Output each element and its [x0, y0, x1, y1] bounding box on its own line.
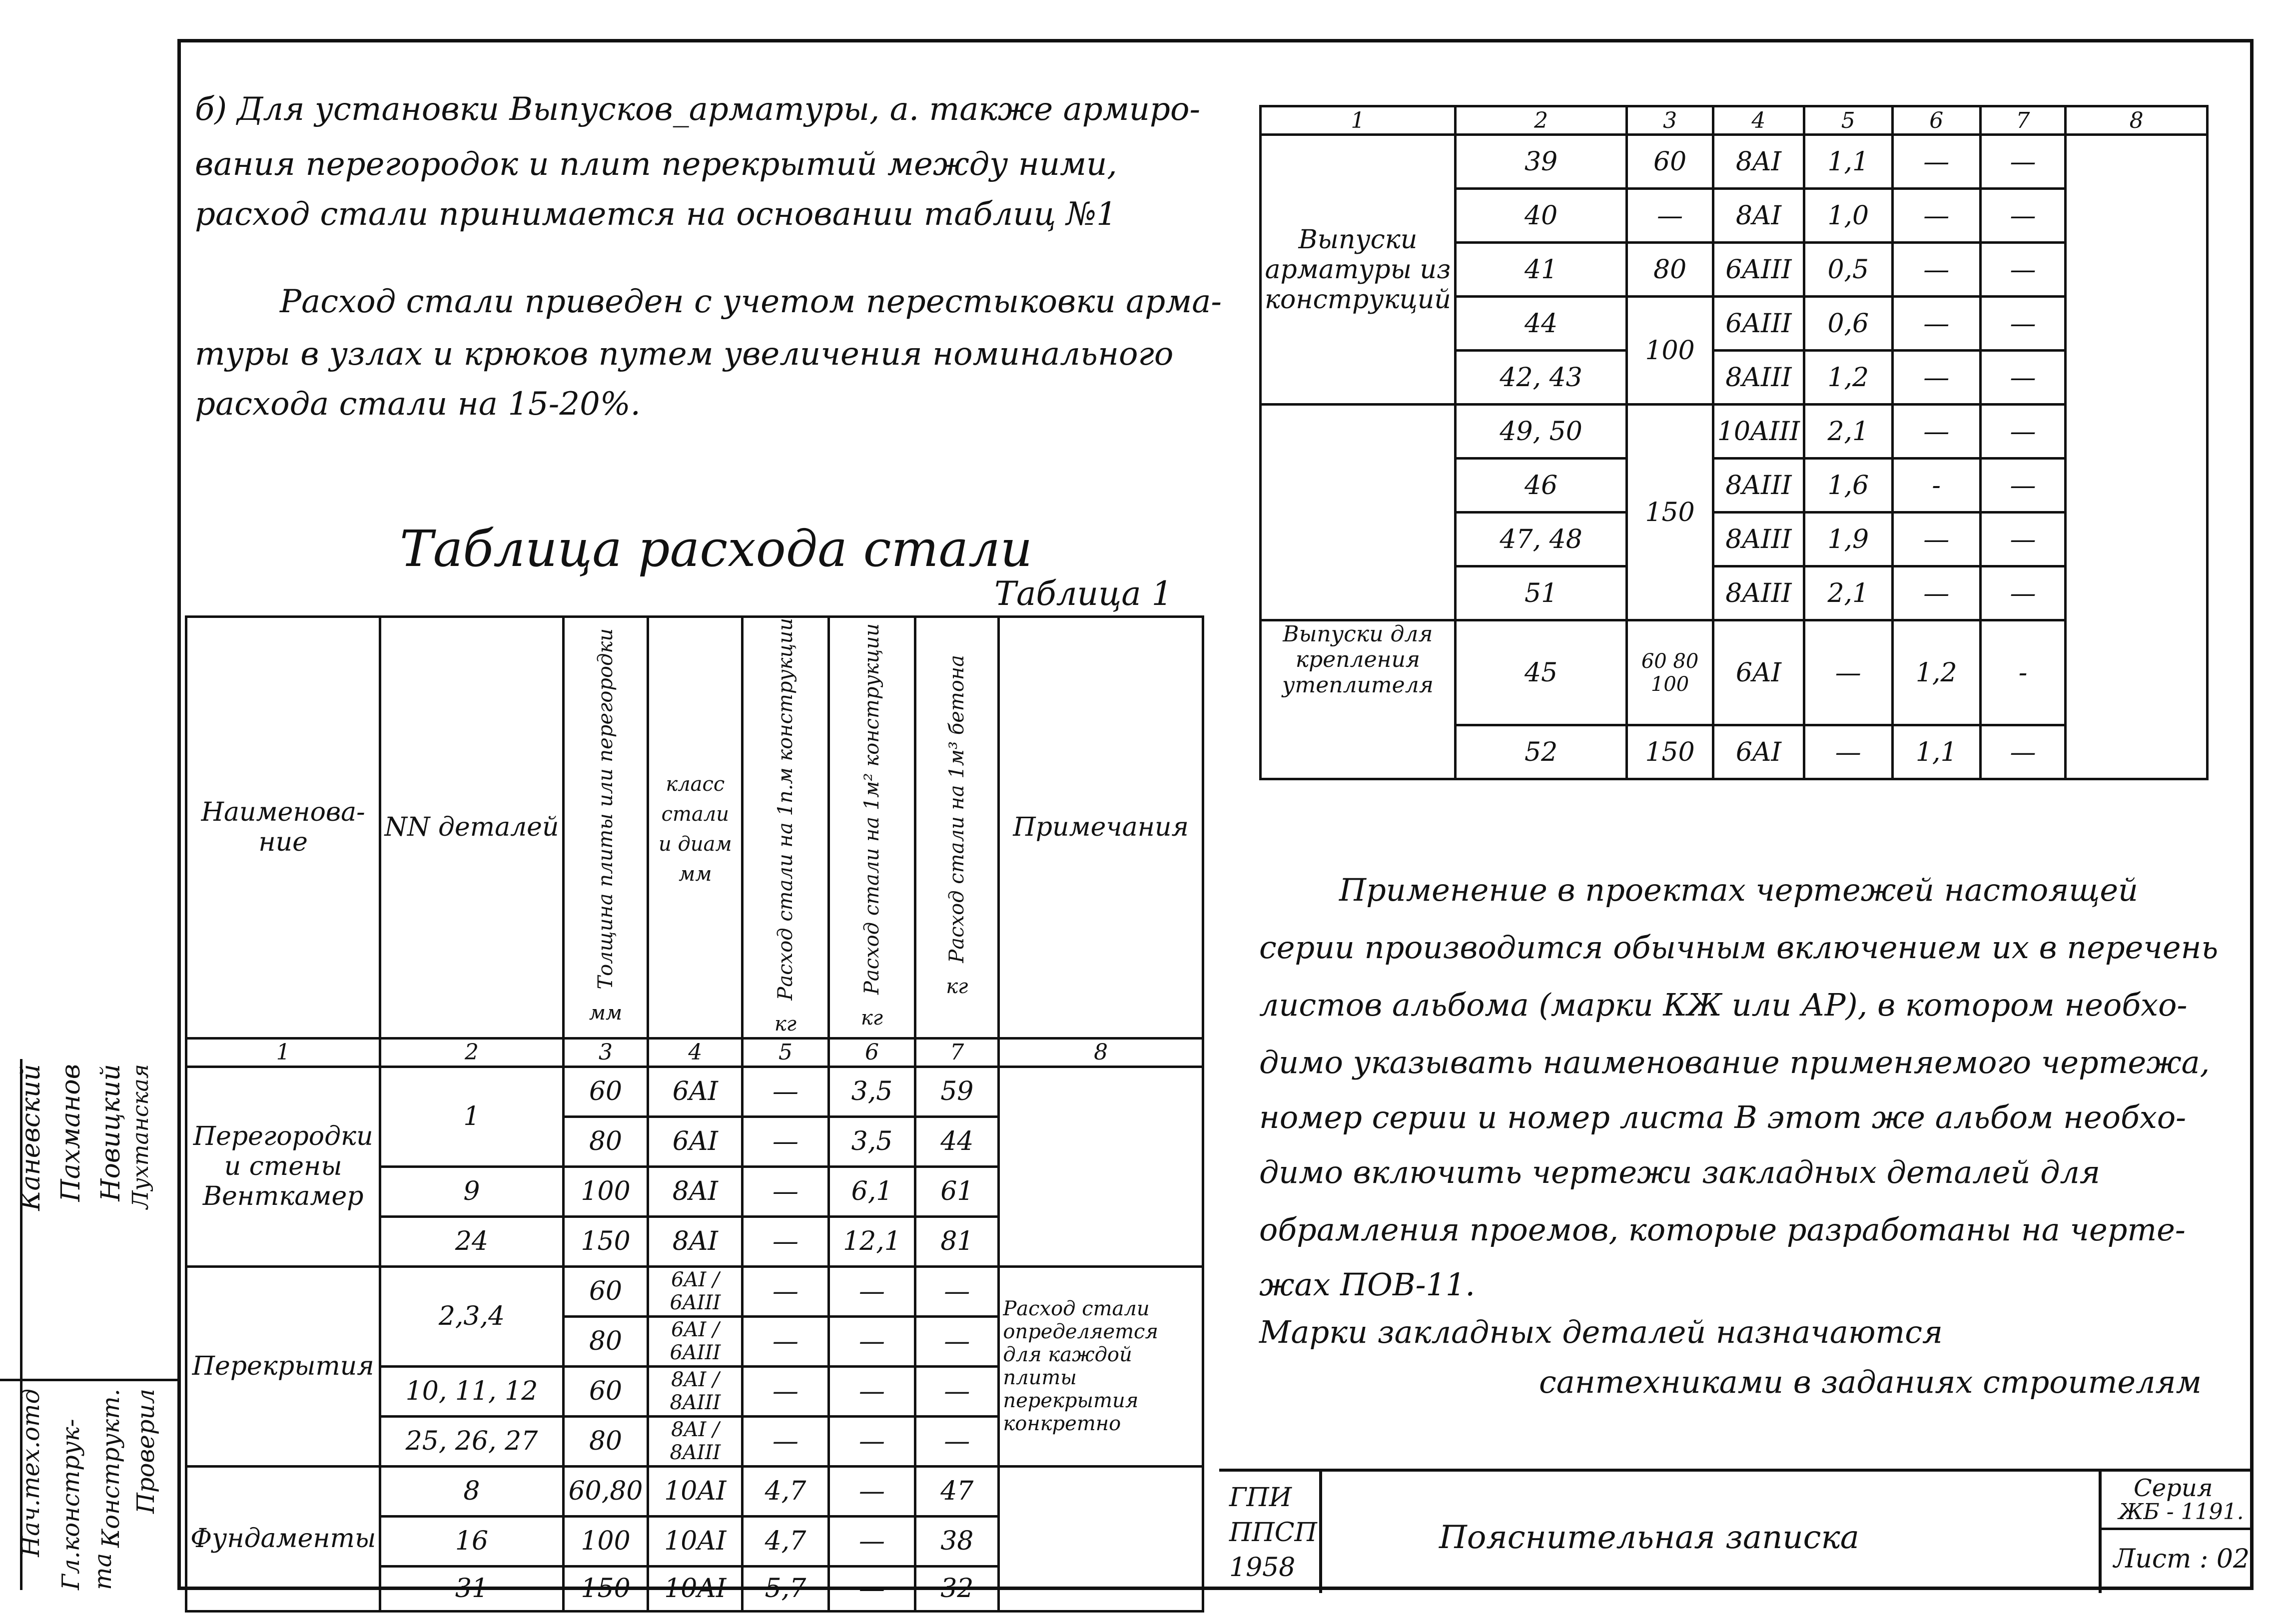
cell-m3: 38 — [915, 1516, 999, 1566]
col-num: 1 — [1261, 106, 1456, 135]
cell-m2: — — [828, 1466, 915, 1516]
cell-c: — — [1980, 297, 2065, 351]
col-num: 6 — [828, 1038, 915, 1067]
col-num: 4 — [1713, 106, 1804, 135]
col-num: 5 — [743, 1038, 828, 1067]
org-line-1: ГПИ — [1229, 1483, 1292, 1513]
signature-name-3: Новицкий — [96, 1064, 126, 1201]
cell-b: — — [1892, 297, 1980, 351]
signature-name-1: Каневский — [16, 1064, 46, 1211]
cell-t: 100 — [563, 1516, 648, 1566]
cell-m3: 61 — [915, 1166, 999, 1216]
cell-det: 41 — [1455, 243, 1627, 297]
cell-k: 6AI / 6AIII — [648, 1316, 743, 1366]
cell-m2: 3,5 — [828, 1116, 915, 1166]
table1-header-row — [186, 617, 1203, 1039]
note-line-7: обрамления проемов, которые разработаны на черте- — [1259, 1211, 2186, 1248]
cell-m3: 47 — [915, 1466, 999, 1516]
col-num: 8 — [2066, 106, 2208, 135]
cell-det: 51 — [1455, 566, 1627, 620]
cell-a: 2,1 — [1804, 405, 1892, 459]
cell-t: 150 — [1627, 725, 1713, 779]
cell-m3: 59 — [915, 1067, 999, 1116]
series-label: Серия — [2134, 1474, 2213, 1502]
cell-k: 6AIII — [1713, 243, 1804, 297]
cell-k: 10AI — [648, 1466, 743, 1516]
cell-k: 8AI — [1713, 189, 1804, 243]
note-line-6: димо включить чертежи закладных деталей для — [1259, 1154, 2101, 1190]
note-line-4: димо указывать наименование применяемого чертежа, — [1259, 1044, 2210, 1081]
cell-m: 4,7 — [743, 1516, 828, 1566]
cell-b: — — [1892, 405, 1980, 459]
col-num: 2 — [1455, 106, 1627, 135]
header-thickness: Толщина плиты или перегородки мм — [563, 617, 648, 1039]
table-row — [186, 1266, 1203, 1316]
cell-m2: — — [828, 1416, 915, 1466]
cell-a: 1,0 — [1804, 189, 1892, 243]
series-value: ЖБ - 1191. — [2119, 1499, 2244, 1525]
note-line-8: жах ПОВ-11. — [1259, 1266, 1476, 1303]
cell-det: 1 — [380, 1067, 563, 1166]
document-title: Пояснительная записка — [1439, 1519, 1859, 1556]
cell-t: 100 — [563, 1166, 648, 1216]
cell-c: — — [1980, 135, 2065, 189]
group-foundations: Фундаменты — [186, 1466, 380, 1611]
table-row — [186, 1067, 1203, 1116]
table-row — [1261, 405, 2208, 459]
cell-a: 0,5 — [1804, 243, 1892, 297]
cell-m3: — — [915, 1416, 999, 1466]
col-num: 7 — [1980, 106, 2065, 135]
cell-k: 10AI — [648, 1516, 743, 1566]
note-line-10: сантехниками в заданиях строителям — [1539, 1364, 2202, 1400]
signature-column-divider — [0, 1379, 177, 1381]
signature-block — [0, 1059, 177, 1590]
table-row — [1261, 620, 2208, 725]
signature-name-2: Пахманов — [56, 1064, 86, 1202]
cell-m2: 12,1 — [828, 1216, 915, 1266]
cell-t: 150 — [1627, 405, 1713, 620]
cell-k: 8AI — [648, 1166, 743, 1216]
header-per-m3: Расход стали на 1м³ бетона кг — [915, 617, 999, 1039]
signature-name-4: Лухтанская — [128, 1064, 153, 1209]
cell-m: — — [743, 1067, 828, 1116]
cell-m3: — — [915, 1316, 999, 1366]
cell-m2: — — [828, 1366, 915, 1416]
col-num: 4 — [648, 1038, 743, 1067]
cell-c: - — [1980, 620, 2065, 725]
cell-c: — — [1980, 566, 2065, 620]
cell-det: 16 — [380, 1516, 563, 1566]
cell-a: 1,1 — [1804, 135, 1892, 189]
header-class: класс стали и диам мм — [648, 617, 743, 1039]
cell-k: 6AIII — [1713, 297, 1804, 351]
intro-line-2: вания перегородок и плит перекрытий между ними, — [195, 146, 1117, 183]
cell-k: 8AIII — [1713, 513, 1804, 566]
cell-t: 80 — [563, 1316, 648, 1366]
header-notes: Примечания — [999, 617, 1203, 1039]
note-line-9: Марки закладных деталей назначаются — [1259, 1314, 1943, 1350]
cell-m2: 3,5 — [828, 1067, 915, 1116]
intro-line-5: туры в узлах и крюков путем увеличения номинального — [195, 336, 1174, 373]
cell-det: 2,3,4 — [380, 1266, 563, 1366]
cell-b: — — [1892, 513, 1980, 566]
cell-b: 1,2 — [1892, 620, 1980, 725]
cell-k: 6AI — [648, 1116, 743, 1166]
cell-m3: 81 — [915, 1216, 999, 1266]
group-outlets: Выпуски арматуры из конструкций — [1261, 135, 1456, 405]
cell-t: 150 — [563, 1566, 648, 1611]
cell-c: — — [1980, 189, 2065, 243]
org-line-3: 1958 — [1229, 1553, 1296, 1583]
signature-role-4: Проверил — [132, 1389, 160, 1514]
col-num: 7 — [915, 1038, 999, 1067]
cell-b: — — [1892, 189, 1980, 243]
cell-b: — — [1892, 566, 1980, 620]
table1-col-numbers — [186, 1038, 1203, 1067]
cell-a: 2,1 — [1804, 566, 1892, 620]
cell-t: 60 — [563, 1067, 648, 1116]
cell-k: 8AI — [1713, 135, 1804, 189]
group-insulation: Выпуски для крепления утеплителя — [1261, 620, 1456, 779]
cell-k: 6AI / 6AIII — [648, 1266, 743, 1316]
cell-k: 8AI — [648, 1216, 743, 1266]
cell-det: 46 — [1455, 459, 1627, 513]
cell-k: 8AIII — [1713, 566, 1804, 620]
cell-k: 8AI / 8AIII — [648, 1366, 743, 1416]
cell-det: 9 — [380, 1166, 563, 1216]
cell-det: 25, 26, 27 — [380, 1416, 563, 1466]
group-floors: Перекрытия — [186, 1266, 380, 1466]
intro-line-4: Расход стали приведен с учетом перестыковки арма- — [280, 283, 1222, 320]
note-line-1: Применение в проектах чертежей настоящей — [1339, 872, 2138, 908]
header-details: NN деталей — [380, 617, 563, 1039]
note-line-2: серии производится обычным включением их в перечень — [1259, 929, 2219, 966]
cell-c: — — [1980, 513, 2065, 566]
col-num: 3 — [1627, 106, 1713, 135]
cell-m2: — — [828, 1566, 915, 1611]
cell-a: 0,6 — [1804, 297, 1892, 351]
cell-k: 10AI — [648, 1566, 743, 1611]
cell-k: 8AIII — [1713, 351, 1804, 405]
sheet-number: Лист : 02 — [2114, 1544, 2250, 1574]
org-line-2: ППСП — [1229, 1518, 1317, 1548]
cell-det: 45 — [1455, 620, 1627, 725]
cell-m: — — [743, 1116, 828, 1166]
cell-k: 8AIII — [1713, 459, 1804, 513]
table-row — [1261, 135, 2208, 189]
cell-t: 80 — [1627, 243, 1713, 297]
table-row — [186, 1466, 1203, 1516]
cell-det: 42, 43 — [1455, 351, 1627, 405]
group-walls: Перегородки и стены Венткамер — [186, 1067, 380, 1266]
cell-t: — — [1627, 189, 1713, 243]
cell-m: — — [743, 1416, 828, 1466]
cell-det: 52 — [1455, 725, 1627, 779]
note-line-3: листов альбома (марки КЖ или АР), в котором необхо- — [1259, 987, 2188, 1023]
cell-m2: — — [828, 1316, 915, 1366]
cell-k: 10AIII — [1713, 405, 1804, 459]
table1-label: Таблица 1 — [994, 574, 1173, 613]
header-per-m2: Расход стали на 1м² конструкции кг — [828, 617, 915, 1039]
col-num: 5 — [1804, 106, 1892, 135]
cell-a: — — [1804, 620, 1892, 725]
cell-det: 47, 48 — [1455, 513, 1627, 566]
title-block — [1219, 1469, 2254, 1593]
title-block-series-hline — [2099, 1528, 2254, 1530]
cell-k: 6AI — [1713, 620, 1804, 725]
col-num: 3 — [563, 1038, 648, 1067]
floors-note: Расход стали определяется для каждой плиты перекрытия конкретно — [999, 1266, 1203, 1466]
cell-c: — — [1980, 243, 2065, 297]
cell-b: - — [1892, 459, 1980, 513]
table2-col-numbers — [1261, 106, 2208, 135]
cell-t: 60,80 — [563, 1466, 648, 1516]
intro-line-1: б) Для установки Выпусков_арматуры, а. также армиро- — [195, 91, 1201, 128]
cell-t: 80 — [563, 1116, 648, 1166]
header-name: Наименова-ние — [186, 617, 380, 1039]
cell-m: — — [743, 1366, 828, 1416]
cell-c: — — [1980, 405, 2065, 459]
header-per-m: Расход стали на 1п.м конструкции кг — [743, 617, 828, 1039]
cell-b: 1,1 — [1892, 725, 1980, 779]
cell-empty — [1261, 405, 1456, 620]
cell-det: 39 — [1455, 135, 1627, 189]
cell-k: 8AI / 8AIII — [648, 1416, 743, 1466]
cell-b: — — [1892, 135, 1980, 189]
cell-t: 60 — [563, 1266, 648, 1316]
cell-a: 1,9 — [1804, 513, 1892, 566]
col-num: 6 — [1892, 106, 1980, 135]
steel-consumption-table — [185, 615, 1204, 1613]
cell-b: — — [1892, 243, 1980, 297]
cell-det: 24 — [380, 1216, 563, 1266]
cell-det: 44 — [1455, 297, 1627, 351]
cell-t: 150 — [563, 1216, 648, 1266]
cell-det: 8 — [380, 1466, 563, 1516]
signature-role-2: Гл.конструк-та — [57, 1419, 117, 1590]
cell-m3: 32 — [915, 1566, 999, 1611]
cell-det: 49, 50 — [1455, 405, 1627, 459]
cell-m: 4,7 — [743, 1466, 828, 1516]
cell-c: — — [1980, 351, 2065, 405]
cell-m2: 6,1 — [828, 1166, 915, 1216]
cell-a: 1,2 — [1804, 351, 1892, 405]
col-num: 2 — [380, 1038, 563, 1067]
cell-a: 1,6 — [1804, 459, 1892, 513]
intro-line-6: расхода стали на 15-20%. — [195, 386, 641, 423]
cell-t: 80 — [563, 1416, 648, 1466]
cell-m: 5,7 — [743, 1566, 828, 1611]
cell-t: 60 — [563, 1366, 648, 1416]
signature-role-3: Конструкт. — [97, 1389, 125, 1548]
cell-notes-empty — [999, 1067, 1203, 1266]
cell-c: — — [1980, 459, 2065, 513]
table1-title: Таблица расхода стали — [400, 520, 1033, 578]
outlets-table — [1259, 105, 2209, 780]
signature-role-1: Нач.тех.отд — [17, 1389, 45, 1557]
cell-det: 10, 11, 12 — [380, 1366, 563, 1416]
cell-k: 6AI — [1713, 725, 1804, 779]
col-num: 8 — [999, 1038, 1203, 1067]
cell-a: — — [1804, 725, 1892, 779]
cell-notes-empty — [999, 1466, 1203, 1611]
note-line-5: номер серии и номер листа В этот же альбом необхо- — [1259, 1099, 2187, 1135]
cell-m: — — [743, 1266, 828, 1316]
cell-det: 31 — [380, 1566, 563, 1611]
cell-c: — — [1980, 725, 2065, 779]
cell-k: 6AI — [648, 1067, 743, 1116]
title-block-org-divider — [1319, 1472, 1322, 1593]
cell-b: — — [1892, 351, 1980, 405]
col-num: 1 — [186, 1038, 380, 1067]
cell-m: — — [743, 1316, 828, 1366]
intro-line-3: расход стали принимается на основании таблиц №1 — [195, 196, 1117, 233]
cell-m3: — — [915, 1366, 999, 1416]
cell-m: — — [743, 1216, 828, 1266]
cell-m2: — — [828, 1266, 915, 1316]
cell-t: 60 — [1627, 135, 1713, 189]
cell-det: 40 — [1455, 189, 1627, 243]
cell-t: 100 — [1627, 297, 1713, 405]
title-block-series-divider — [2099, 1472, 2102, 1593]
cell-t: 60 80 100 — [1627, 620, 1713, 725]
cell-m3: 44 — [915, 1116, 999, 1166]
cell-m2: — — [828, 1516, 915, 1566]
cell-empty — [2066, 135, 2208, 779]
cell-m3: — — [915, 1266, 999, 1316]
cell-m: — — [743, 1166, 828, 1216]
